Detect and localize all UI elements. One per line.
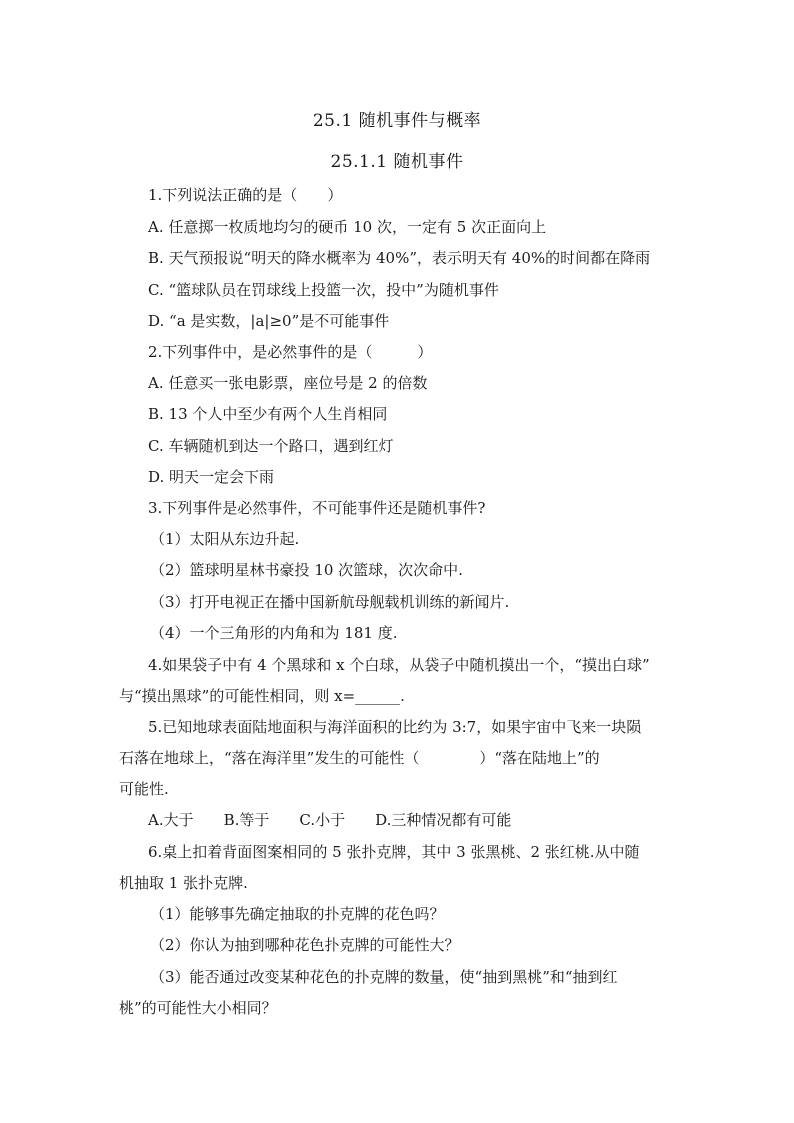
q5-line-3: 可能性. [119,780,169,798]
page-title: 25.1 随机事件与概率 [312,111,482,131]
q3-part-2: （2）篮球明星林书豪投 10 次篮球，次次命中. [150,561,463,579]
q5-line-1: 5.已知地球表面陆地面积与海洋面积的比约为 3:7，如果宇宙中飞来一块陨 [148,718,642,736]
q6-line-2: 机抽取 1 张扑克牌. [119,874,248,892]
q2-option-d: D. 明天一定会下雨 [148,468,275,486]
q4-answer-blank: ______ [355,687,401,705]
q6-part-3: （3）能否通过改变某种花色的扑克牌的数量，使“抽到黑桃”和“抽到红 [150,968,618,986]
q3-part-4: （4）一个三角形的内角和为 181 度. [150,624,398,642]
q1-option-d: D. “a 是实数，|a|≥0”是不可能事件 [148,312,390,330]
q2-option-c: C. 车辆随机到达一个路口，遇到红灯 [148,437,394,455]
q6-part-1: （1）能够事先确定抽取的扑克牌的花色吗？ [150,905,445,923]
q1-option-a: A. 任意掷一枚质地均匀的硬币 10 次，一定有 5 次正面向上 [148,218,547,236]
q5-line-2: 石落在地球上，“落在海洋里”发生的可能性（ ）“落在陆地上”的 [119,749,600,767]
q6-line-1: 6.桌上扣着背面图案相同的 5 张扑克牌，其中 3 张黑桃、2 张红桃.从中随 [148,843,640,861]
q4-line-1: 4.如果袋子中有 4 个黑球和 x 个白球，从袋子中随机摸出一个，“摸出白球” [148,656,650,674]
q3-stem: 3.下列事件是必然事件，不可能事件还是随机事件? [148,499,486,517]
q3-part-3: （3）打开电视正在播中国新航母舰载机训练的新闻片. [150,593,510,611]
q2-option-b: B. 13 个人中至少有两个人生肖相同 [148,405,388,423]
q3-part-1: （1）太阳从东边升起. [150,530,300,548]
q4-line-2 [119,686,405,706]
q2-stem: 2.下列事件中，是必然事件的是（ ） [148,343,433,361]
q2-option-a: A. 任意买一张电影票，座位号是 2 的倍数 [148,374,428,392]
q1-option-b: B. 天气预报说“明天的降水概率为 40%”，表示明天有 40%的时间都在降雨 [148,249,651,267]
q1-option-c: C. “篮球队员在罚球线上投篮一次，投中”为随机事件 [148,281,499,299]
q1-stem: 1.下列说法正确的是（ ） [148,186,343,204]
section-subtitle: 25.1.1 随机事件 [330,152,464,172]
q6-part-3-cont: 桃”的可能性大小相同？ [119,999,277,1017]
q6-part-2: （2）你认为抽到哪种花色扑克牌的可能性大？ [150,936,460,954]
q5-options: A.大于 B.等于 C.小于 D.三种情况都有可能 [148,811,512,829]
q4-line-2-text: 与“摸出黑球”的可能性相同，则 x= [119,687,356,705]
q4-line-2-end: . [400,687,405,705]
